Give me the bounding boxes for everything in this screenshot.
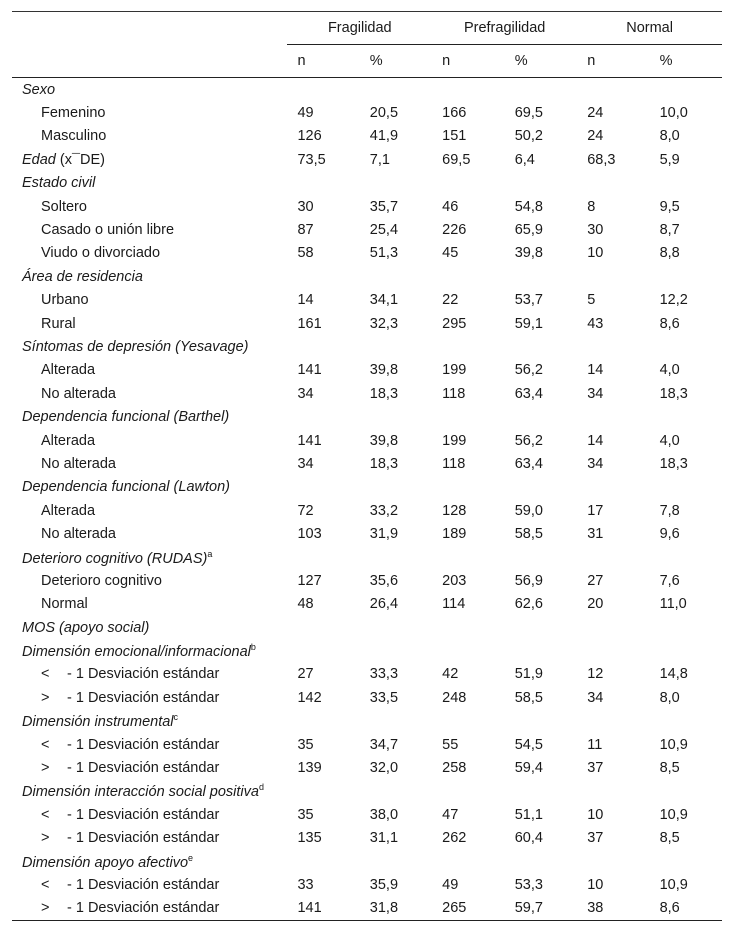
- cell-percent: 8,0: [659, 689, 680, 706]
- cell-n: 34: [587, 455, 604, 472]
- section-label: [12, 546, 722, 569]
- cell-n: 34: [587, 385, 604, 402]
- header-normal: Normal: [577, 12, 722, 45]
- cell-n: 27: [587, 572, 604, 589]
- header-n: n: [432, 45, 505, 78]
- table-row: [12, 289, 722, 312]
- row-label: Urbano: [41, 292, 89, 309]
- header-pct: %: [505, 45, 578, 78]
- cell-percent: 56,2: [514, 432, 543, 449]
- cell-percent: 34,7: [369, 736, 399, 753]
- cell-percent: 31,9: [369, 526, 399, 543]
- cell-n: 10: [587, 245, 604, 262]
- comparison-sign: <: [41, 876, 50, 893]
- section-row: [12, 546, 722, 569]
- cell-n: 34: [297, 455, 314, 472]
- table-row: [12, 733, 722, 756]
- cell-n: 14: [587, 432, 604, 449]
- cell-percent: 33,5: [369, 689, 399, 706]
- cell-percent: 33,2: [369, 502, 399, 519]
- cell-percent: 26,4: [369, 596, 399, 613]
- table-row: [12, 499, 722, 522]
- table-row: [12, 686, 722, 709]
- header-n: n: [577, 45, 649, 78]
- cell-n: 12: [587, 666, 604, 683]
- section-label-text: MOS (apoyo social): [22, 619, 150, 636]
- cell-percent: 35,6: [369, 572, 399, 589]
- cell-percent: 69,5: [514, 105, 543, 122]
- row-label-text: - 1 Desviación estándar: [67, 666, 220, 683]
- section-label-text: Deterioro cognitivo (RUDAS): [22, 550, 208, 567]
- cell-n: 45: [442, 245, 459, 262]
- row-label-text: - 1 Desviación estándar: [67, 760, 220, 777]
- table-row: [12, 873, 722, 896]
- footnote-marker: a: [207, 548, 213, 559]
- comparison-sign: <: [41, 666, 50, 683]
- row-label: [12, 756, 287, 779]
- cell-n: 20: [587, 596, 604, 613]
- row-label-text: - 1 Desviación estándar: [67, 806, 220, 823]
- section-label: [12, 710, 722, 733]
- cell-n: 87: [297, 222, 314, 239]
- table-row: [12, 756, 722, 779]
- cell-n: 189: [442, 526, 467, 543]
- table-row: [12, 452, 722, 475]
- header-blank: [12, 12, 287, 45]
- comparison-sign: >: [41, 689, 50, 706]
- row-label: Casado o unión libre: [41, 222, 175, 239]
- table-row: [12, 803, 722, 826]
- frailty-table: [12, 11, 722, 921]
- comparison-sign: <: [41, 736, 50, 753]
- row-label-text: - 1 Desviación estándar: [67, 736, 220, 753]
- section-label-text: Síntomas de depresión (Yesavage): [22, 338, 249, 355]
- row-label: Deterioro cognitivo: [41, 572, 162, 589]
- row-label: Alterada: [41, 362, 96, 379]
- cell-percent: 18,3: [369, 385, 399, 402]
- cell-percent: 63,4: [514, 385, 543, 402]
- header-pct: %: [360, 45, 432, 78]
- cell-percent: 7,8: [659, 502, 680, 519]
- cell-percent: 53,7: [514, 292, 543, 309]
- cell-percent: 7,6: [659, 572, 680, 589]
- row-label: Femenino: [41, 105, 106, 122]
- cell-n: 262: [442, 830, 467, 847]
- cell-percent: 34,1: [369, 292, 399, 309]
- cell-n: 5: [587, 292, 596, 309]
- cell-n: 17: [587, 502, 604, 519]
- row-label: Alterada: [41, 502, 96, 519]
- cell-percent: 8,5: [659, 830, 680, 847]
- cell-percent: 18,3: [659, 455, 688, 472]
- row-label: [12, 733, 287, 756]
- cell-n: 258: [442, 760, 467, 777]
- row-label: Masculino: [41, 128, 107, 145]
- cell-n: 46: [442, 198, 459, 215]
- cell-n: 11: [587, 736, 603, 753]
- cell-n: 199: [442, 362, 467, 379]
- cell-n: 34: [587, 689, 604, 706]
- cell-n: 14: [587, 362, 604, 379]
- section-label: [12, 616, 722, 639]
- section-row: [12, 335, 722, 358]
- cell-percent: 8,5: [659, 760, 680, 777]
- cell-percent: 58,5: [514, 526, 543, 543]
- cell-percent: 9,5: [659, 198, 680, 215]
- section-label-text: Estado civil: [22, 175, 96, 192]
- cell-percent: 9,6: [659, 526, 680, 543]
- cell-percent: 5,9: [659, 151, 680, 168]
- cell-percent: 51,1: [514, 806, 543, 823]
- cell-percent: 4,0: [659, 432, 680, 449]
- table-row: [12, 125, 722, 148]
- section-label: [12, 780, 722, 803]
- cell-n: 49: [442, 876, 459, 893]
- section-label-text: Sexo: [22, 81, 56, 98]
- comparison-sign: <: [41, 806, 50, 823]
- header-sub-row: [12, 45, 722, 78]
- table-row: [12, 663, 722, 686]
- header-pct: %: [650, 45, 722, 78]
- cell-percent: 60,4: [514, 830, 543, 847]
- section-label-text: Dimensión emocional/informacional: [22, 644, 251, 661]
- cell-percent: 18,3: [369, 455, 399, 472]
- table-row: [12, 897, 722, 921]
- cell-n: 128: [442, 502, 467, 519]
- cell-n: 118: [442, 385, 466, 402]
- table-row: [12, 569, 722, 592]
- cell-percent: 25,4: [369, 222, 399, 239]
- section-row: [12, 616, 722, 639]
- cell-percent: 32,0: [369, 760, 399, 777]
- footnote-marker: d: [258, 782, 264, 793]
- cell-percent: 14,8: [659, 666, 688, 683]
- cell-n: 72: [297, 502, 314, 519]
- header-prefragilidad: Prefragilidad: [432, 12, 577, 45]
- cell-n: 127: [297, 572, 322, 589]
- cell-percent: 18,3: [659, 385, 688, 402]
- cell-n: 8: [587, 198, 596, 215]
- cell-n: 14: [297, 292, 314, 309]
- cell-n: 49: [297, 105, 314, 122]
- footnote-marker: e: [188, 852, 194, 863]
- cell-n: 35: [297, 736, 314, 753]
- section-row: [12, 639, 722, 662]
- section-label-text: Dependencia funcional (Barthel): [22, 409, 230, 426]
- cell-n: 166: [442, 105, 467, 122]
- cell-n: 126: [297, 128, 322, 145]
- section-row: [12, 780, 722, 803]
- cell-percent: 31,8: [360, 897, 432, 921]
- cell-n: 42: [442, 666, 459, 683]
- section-row: [12, 172, 722, 195]
- cell-percent: 10,9: [659, 736, 688, 753]
- section-row: [12, 850, 722, 873]
- row-label: No alterada: [41, 455, 116, 472]
- row-label: No alterada: [41, 526, 116, 543]
- comparison-sign: >: [41, 830, 50, 847]
- cell-n: 103: [297, 526, 322, 543]
- cell-percent: 63,4: [514, 455, 543, 472]
- section-row: [12, 476, 722, 499]
- section-label: [12, 335, 722, 358]
- cell-percent: 39,8: [514, 245, 543, 262]
- cell-percent: 59,0: [514, 502, 543, 519]
- table-row: [12, 382, 722, 405]
- row-label-text: - 1 Desviación estándar: [67, 689, 220, 706]
- table-row: [12, 827, 722, 850]
- cell-percent: 35,7: [369, 198, 399, 215]
- footnote-marker: c: [173, 712, 179, 723]
- cell-percent: 8,0: [659, 128, 680, 145]
- cell-percent: 56,9: [514, 572, 543, 589]
- section-label: [12, 639, 722, 662]
- cell-n: 55: [442, 736, 459, 753]
- cell-n: 37: [587, 830, 604, 847]
- cell-percent: 51,3: [369, 245, 399, 262]
- cell-n: 265: [432, 897, 505, 921]
- cell-n: 38: [577, 897, 649, 921]
- cell-percent: 59,7: [505, 897, 578, 921]
- section-label-text: Dimensión instrumental: [22, 714, 174, 731]
- cell-n: 30: [587, 222, 604, 239]
- cell-percent: 59,1: [514, 315, 543, 332]
- row-label-text: Edad: [22, 151, 56, 168]
- section-label: [12, 265, 722, 288]
- header-group-row: [12, 12, 722, 45]
- footnote-marker: b: [250, 642, 256, 653]
- cell-percent: 12,2: [659, 292, 688, 309]
- cell-n: 118: [442, 455, 466, 472]
- row-label: No alterada: [41, 385, 116, 402]
- cell-n: 226: [442, 222, 467, 239]
- cell-n: 141: [287, 897, 359, 921]
- row-label: Alterada: [41, 432, 96, 449]
- cell-percent: 33,3: [369, 666, 399, 683]
- cell-n: 33: [297, 876, 314, 893]
- section-label-text: Área de residencia: [22, 268, 143, 285]
- cell-n: 35: [297, 806, 314, 823]
- section-label: [12, 476, 722, 499]
- table-row: [12, 359, 722, 382]
- cell-percent: 41,9: [369, 128, 399, 145]
- cell-percent: 38,0: [369, 806, 399, 823]
- cell-n: 30: [297, 198, 314, 215]
- section-row: [12, 265, 722, 288]
- cell-percent: 51,9: [514, 666, 543, 683]
- row-label: [12, 663, 287, 686]
- cell-n: 73,5: [297, 151, 326, 168]
- cell-percent: 8,7: [659, 222, 680, 239]
- cell-percent: 7,1: [369, 151, 390, 168]
- section-label-text: Dependencia funcional (Lawton): [22, 479, 230, 496]
- cell-percent: 6,4: [514, 151, 535, 168]
- header-fragilidad: Fragilidad: [287, 12, 432, 45]
- table-row: [12, 593, 722, 616]
- cell-percent: 35,9: [369, 876, 399, 893]
- row-label-text: - 1 Desviación estándar: [67, 876, 220, 893]
- cell-n: 142: [297, 689, 322, 706]
- section-label: [12, 172, 722, 195]
- table-row: [12, 195, 722, 218]
- cell-percent: 10,9: [659, 806, 688, 823]
- row-label: [12, 897, 287, 921]
- table-row: [12, 218, 722, 241]
- cell-percent: 11,0: [659, 596, 687, 613]
- cell-n: 31: [587, 526, 604, 543]
- section-label-text: Dimensión interacción social positiva: [22, 784, 259, 801]
- cell-percent: 65,9: [514, 222, 543, 239]
- cell-n: 203: [442, 572, 467, 589]
- cell-percent: 31,1: [369, 830, 399, 847]
- cell-n: 139: [297, 760, 322, 777]
- cell-percent: 53,3: [514, 876, 543, 893]
- cell-n: 24: [587, 105, 604, 122]
- cell-percent: 50,2: [514, 128, 543, 145]
- cell-n: 58: [297, 245, 314, 262]
- row-label: Rural: [41, 315, 76, 332]
- table-row: [12, 242, 722, 265]
- cell-percent: 62,6: [514, 596, 543, 613]
- cell-n: 69,5: [442, 151, 471, 168]
- cell-percent: 58,5: [514, 689, 543, 706]
- table-row: [12, 522, 722, 545]
- cell-n: 199: [442, 432, 467, 449]
- row-label: [12, 827, 287, 850]
- header-n: n: [287, 45, 359, 78]
- cell-n: 48: [297, 596, 314, 613]
- header-blank: [12, 45, 287, 78]
- cell-n: 10: [587, 876, 604, 893]
- table-row: [12, 101, 722, 124]
- cell-percent: 4,0: [659, 362, 680, 379]
- cell-n: 248: [442, 689, 467, 706]
- row-label: Viudo o divorciado: [41, 245, 161, 262]
- comparison-sign: >: [41, 900, 50, 917]
- section-label: [12, 405, 722, 428]
- cell-percent: 8,6: [659, 315, 680, 332]
- cell-n: 151: [442, 128, 467, 145]
- section-row: [12, 78, 722, 102]
- cell-n: 34: [297, 385, 314, 402]
- row-label: [12, 803, 287, 826]
- cell-n: 161: [297, 315, 322, 332]
- cell-percent: 32,3: [369, 315, 399, 332]
- row-label: [12, 686, 287, 709]
- cell-percent: 39,8: [369, 362, 399, 379]
- cell-percent: 54,5: [514, 736, 543, 753]
- cell-n: 141: [297, 432, 322, 449]
- table-row: [12, 429, 722, 452]
- cell-n: 295: [442, 315, 467, 332]
- cell-percent: 56,2: [514, 362, 543, 379]
- row-label: Soltero: [41, 198, 87, 215]
- section-label-text: Dimensión apoyo afectivo: [22, 854, 189, 871]
- cell-percent: 10,9: [659, 876, 688, 893]
- cell-n: 22: [442, 292, 459, 309]
- cell-percent: 59,4: [514, 760, 543, 777]
- section-row: [12, 710, 722, 733]
- cell-n: 114: [442, 596, 466, 613]
- cell-n: 37: [587, 760, 604, 777]
- row-label-text: - 1 Desviación estándar: [67, 900, 220, 917]
- table-body: [12, 78, 722, 921]
- cell-n: 10: [587, 806, 604, 823]
- cell-n: 141: [297, 362, 322, 379]
- section-label: [12, 850, 722, 873]
- row-label-text: - 1 Desviación estándar: [67, 830, 220, 847]
- table-row: [12, 148, 722, 171]
- cell-percent: 10,0: [659, 105, 688, 122]
- cell-n: 135: [297, 830, 322, 847]
- cell-n: 47: [442, 806, 459, 823]
- cell-percent: 8,8: [659, 245, 680, 262]
- section-row: [12, 405, 722, 428]
- cell-n: 24: [587, 128, 604, 145]
- comparison-sign: >: [41, 760, 50, 777]
- cell-percent: 54,8: [514, 198, 543, 215]
- row-label: [12, 148, 287, 171]
- cell-n: 68,3: [587, 151, 616, 168]
- cell-n: 43: [587, 315, 604, 332]
- section-label: [12, 78, 722, 102]
- row-label-suffix: (x¯DE): [55, 151, 105, 168]
- cell-percent: 8,6: [650, 897, 722, 921]
- cell-percent: 20,5: [369, 105, 399, 122]
- cell-percent: 39,8: [369, 432, 399, 449]
- cell-n: 27: [297, 666, 314, 683]
- row-label: Normal: [41, 596, 88, 613]
- row-label: [12, 873, 287, 896]
- table-row: [12, 312, 722, 335]
